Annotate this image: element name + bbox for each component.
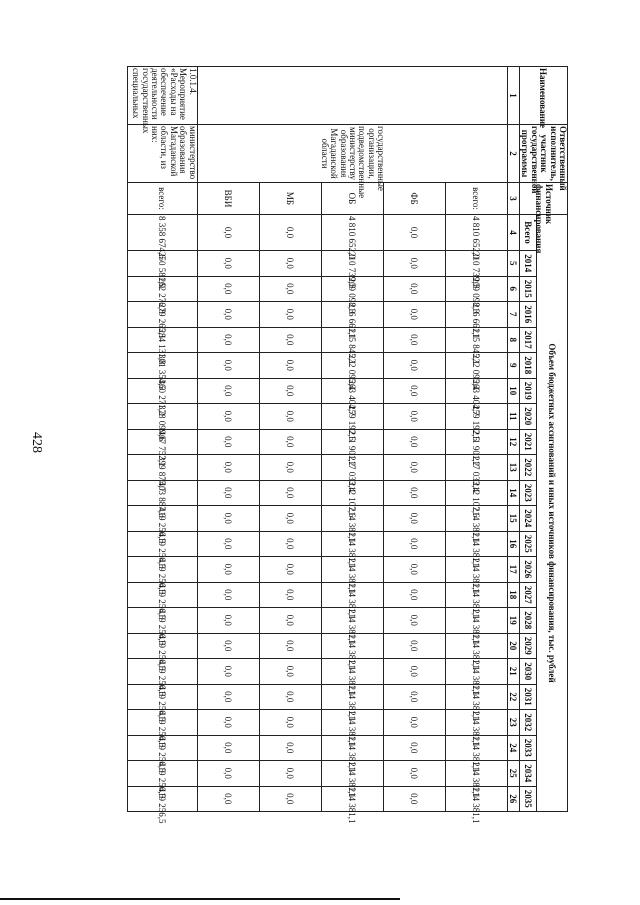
value-cell: 211 901,2 [445, 429, 507, 455]
value-cell: 214 381,1 [321, 506, 383, 532]
value-cell: 259 192,5 [445, 404, 507, 430]
value-cell: 0,0 [259, 302, 321, 328]
value-cell: 0,0 [383, 429, 445, 455]
value-cell: 0,0 [197, 659, 259, 685]
year-header: 2021 [519, 429, 537, 455]
table-row [445, 67, 507, 812]
year-header: 2025 [519, 531, 537, 557]
value-cell: 214 381,1 [321, 710, 383, 736]
value-cell: 0,0 [259, 276, 321, 302]
value-cell: 214 381,1 [445, 684, 507, 710]
responsible-cell: министерство образования Магаданской области, из них: [127, 125, 197, 183]
value-cell: 0,0 [383, 378, 445, 404]
value-cell: 250 581,9 [127, 251, 197, 277]
value-cell: 0,0 [197, 506, 259, 532]
value-cell: 216 661,1 [445, 302, 507, 328]
value-cell: 0,0 [259, 404, 321, 430]
value-cell: 0,0 [383, 353, 445, 379]
value-cell: 0,0 [197, 480, 259, 506]
column-number: 5 [507, 251, 519, 277]
value-cell: 419 256,5 [127, 557, 197, 583]
value-cell: 0,0 [259, 659, 321, 685]
value-cell: 0,0 [259, 761, 321, 787]
value-cell: 0,0 [383, 710, 445, 736]
source-cell: ФБ [383, 183, 445, 215]
value-cell: 0,0 [259, 557, 321, 583]
value-cell: 0,0 [197, 276, 259, 302]
value-cell: 0,0 [197, 761, 259, 787]
value-cell: 212 107,6 [321, 480, 383, 506]
value-cell: 419 256,5 [127, 633, 197, 659]
value-cell: 0,0 [259, 710, 321, 736]
value-cell: 0,0 [197, 684, 259, 710]
year-header: 2028 [519, 608, 537, 634]
value-cell: 0,0 [197, 215, 259, 251]
bottom-rule [0, 898, 400, 900]
name-cell-empty [197, 67, 507, 125]
column-number: 20 [507, 633, 519, 659]
value-cell: 419 256,5 [127, 761, 197, 787]
value-cell: 0,0 [197, 378, 259, 404]
column-number: 3 [507, 183, 519, 215]
value-cell: 214 381,1 [321, 608, 383, 634]
value-cell: 0,0 [383, 684, 445, 710]
header-row-main [537, 67, 568, 812]
value-cell: 0,0 [259, 251, 321, 277]
value-cell: 0,0 [383, 557, 445, 583]
value-cell: 0,0 [259, 506, 321, 532]
responsible-cell: государственные организации, подведомственные министерству образования Магаданской области [197, 125, 507, 183]
value-cell: 0,0 [197, 429, 259, 455]
column-number: 16 [507, 531, 519, 557]
col-responsible-header: Ответственный исполнитель, участник государственной программы [520, 126, 568, 194]
value-cell: 0,0 [197, 455, 259, 481]
value-cell: 214 381,1 [321, 735, 383, 761]
value-cell: 360 271,2 [127, 378, 197, 404]
value-cell: 214 381,1 [445, 786, 507, 812]
value-cell: 0,0 [259, 480, 321, 506]
year-header: 2014 [519, 251, 537, 277]
source-cell: ОБ [321, 183, 383, 215]
value-cell: 419 256,5 [127, 710, 197, 736]
value-cell: 284 131,8 [127, 327, 197, 353]
value-cell: 0,0 [197, 353, 259, 379]
value-cell: 0,0 [383, 480, 445, 506]
year-header: 2016 [519, 302, 537, 328]
name-cell: 1.0.1.4. Мероприятие «Расходы на обеспечение деятельности государственных специальных [127, 67, 197, 125]
column-number: 1 [507, 67, 519, 125]
col-source-header: Источник финансирования [519, 183, 567, 215]
funding-volume-header: Объем бюджетных ассигнований и иных источников финансирования, тыс. рублей [537, 215, 568, 812]
value-cell: 214 381,1 [321, 684, 383, 710]
value-cell: 222 095,4 [321, 353, 383, 379]
value-cell: 0,0 [259, 327, 321, 353]
year-header: 2015 [519, 276, 537, 302]
value-cell: 212 107,6 [445, 480, 507, 506]
column-number: 8 [507, 327, 519, 353]
value-cell: 0,0 [197, 302, 259, 328]
value-cell: 0,0 [383, 735, 445, 761]
value-cell: 0,0 [259, 633, 321, 659]
year-header: 2029 [519, 633, 537, 659]
value-cell: 214 381,1 [445, 633, 507, 659]
value-cell: 215 845,1 [445, 327, 507, 353]
value-cell: 214 381,1 [445, 659, 507, 685]
value-cell: 209 098,3 [445, 276, 507, 302]
value-cell: 407 752,1 [127, 429, 197, 455]
source-cell: ВБИ [197, 183, 259, 215]
column-number: 2 [507, 125, 519, 183]
value-cell: 214 381,1 [321, 761, 383, 787]
value-cell: 0,0 [197, 557, 259, 583]
value-cell: 0,0 [383, 506, 445, 532]
value-cell: 0,0 [383, 455, 445, 481]
value-cell: 301 354,5 [127, 353, 197, 379]
value-cell: 419 256,5 [127, 608, 197, 634]
value-cell: 0,0 [383, 215, 445, 251]
value-cell: 214 381,1 [321, 659, 383, 685]
value-cell: 399 875,7 [127, 455, 197, 481]
value-cell: 214 381,1 [445, 735, 507, 761]
value-cell: 214 381,1 [445, 531, 507, 557]
value-cell: 0,0 [197, 633, 259, 659]
column-number: 24 [507, 735, 519, 761]
value-cell: 214 381,1 [445, 710, 507, 736]
value-cell: 0,0 [383, 404, 445, 430]
value-cell: 0,0 [259, 429, 321, 455]
value-cell: 419 256,5 [127, 659, 197, 685]
value-cell: 217 033,4 [445, 455, 507, 481]
column-number: 15 [507, 506, 519, 532]
value-cell: 214 381,1 [321, 531, 383, 557]
value-cell: 214 381,1 [445, 506, 507, 532]
table-body [127, 67, 507, 824]
value-cell: 214 381,1 [321, 633, 383, 659]
year-header: 2031 [519, 684, 537, 710]
column-number: 9 [507, 353, 519, 379]
value-cell: 262 276,8 [127, 276, 197, 302]
year-header: 2026 [519, 557, 537, 583]
column-number: 12 [507, 429, 519, 455]
column-number: 7 [507, 302, 519, 328]
column-number: 11 [507, 404, 519, 430]
page-number: 428 [29, 432, 44, 453]
column-numbers-row [507, 67, 519, 812]
year-header: 2017 [519, 327, 537, 353]
year-header: 2030 [519, 659, 537, 685]
value-cell: 0,0 [383, 786, 445, 812]
year-header: 2020 [519, 404, 537, 430]
value-cell: 263 404,7 [321, 378, 383, 404]
value-cell: 4 810 652,0 [321, 215, 383, 251]
value-cell: 0,0 [259, 531, 321, 557]
value-cell: 0,0 [383, 276, 445, 302]
value-cell: 4 810 652,0 [445, 215, 507, 251]
value-cell: 419 256,5 [127, 684, 197, 710]
value-cell: 403 887,6 [127, 480, 197, 506]
value-cell: 378 099,6 [127, 404, 197, 430]
value-cell: 0,0 [197, 251, 259, 277]
column-number: 23 [507, 710, 519, 736]
budget-table [127, 66, 568, 824]
value-cell: 0,0 [197, 582, 259, 608]
value-cell: 0,0 [259, 582, 321, 608]
value-cell: 419 256,5 [127, 582, 197, 608]
value-cell: 210 739,5 [321, 251, 383, 277]
rotated-table-wrapper [131, 66, 568, 824]
value-cell: 0,0 [259, 684, 321, 710]
value-cell: 0,0 [383, 327, 445, 353]
value-cell: 214 381,1 [321, 786, 383, 812]
value-cell: 0,0 [259, 378, 321, 404]
column-number: 25 [507, 761, 519, 787]
column-number: 19 [507, 608, 519, 634]
column-number: 22 [507, 684, 519, 710]
value-cell: 419 256,5 [127, 531, 197, 557]
value-cell: 0,0 [259, 353, 321, 379]
year-header: 2024 [519, 506, 537, 532]
value-cell: 8 358 674,6 [127, 215, 197, 251]
value-cell: 0,0 [197, 531, 259, 557]
column-number: 21 [507, 659, 519, 685]
value-cell: 279 265,1 [127, 302, 197, 328]
value-cell: 0,0 [383, 761, 445, 787]
column-number: 6 [507, 276, 519, 302]
column-number: 10 [507, 378, 519, 404]
value-cell: 259 192,5 [321, 404, 383, 430]
value-cell: 0,0 [259, 215, 321, 251]
column-number: 18 [507, 582, 519, 608]
column-number: 4 [507, 215, 519, 251]
value-cell: 263 404,7 [445, 378, 507, 404]
value-cell: 210 739,5 [445, 251, 507, 277]
value-cell: 419 256,5 [127, 735, 197, 761]
value-cell: 0,0 [383, 582, 445, 608]
source-cell: всего: [127, 183, 197, 215]
value-cell: 0,0 [383, 608, 445, 634]
value-cell: 419 256,5 [127, 506, 197, 532]
value-cell: 0,0 [197, 786, 259, 812]
value-cell: 0,0 [259, 735, 321, 761]
value-cell: 0,0 [383, 302, 445, 328]
column-number: 14 [507, 480, 519, 506]
col-name-header: Наименование [519, 67, 567, 125]
value-cell: 0,0 [197, 710, 259, 736]
value-cell: 215 845,1 [321, 327, 383, 353]
year-header: 2027 [519, 582, 537, 608]
year-header: 2023 [519, 480, 537, 506]
year-header: Всего [519, 215, 537, 251]
column-number: 13 [507, 455, 519, 481]
value-cell: 0,0 [383, 659, 445, 685]
year-header: 2018 [519, 353, 537, 379]
value-cell: 214 381,1 [321, 557, 383, 583]
value-cell: 0,0 [259, 455, 321, 481]
table-row [127, 67, 197, 812]
value-cell: 0,0 [197, 327, 259, 353]
year-header: 2034 [519, 761, 537, 787]
value-cell: 222 095,4 [445, 353, 507, 379]
year-header: 2033 [519, 735, 537, 761]
value-cell: 0,0 [259, 786, 321, 812]
year-header: 2019 [519, 378, 537, 404]
source-cell: МБ [259, 183, 321, 215]
value-cell: 214 381,1 [321, 582, 383, 608]
column-number: 26 [507, 786, 519, 812]
value-cell: 0,0 [197, 404, 259, 430]
value-cell: 217 033,4 [321, 455, 383, 481]
value-cell: 209 098,3 [321, 276, 383, 302]
source-cell: всего: [445, 183, 507, 215]
value-cell: 0,0 [383, 251, 445, 277]
year-header: 2035 [519, 786, 537, 812]
value-cell: 214 381,1 [445, 608, 507, 634]
value-cell: 0,0 [259, 608, 321, 634]
value-cell: 214 381,1 [445, 761, 507, 787]
value-cell: 0,0 [197, 735, 259, 761]
value-cell: 0,0 [197, 608, 259, 634]
value-cell: 419 256,5 [127, 786, 197, 812]
year-header: 2022 [519, 455, 537, 481]
value-cell: 0,0 [383, 633, 445, 659]
value-cell: 216 661,1 [321, 302, 383, 328]
value-cell: 211 901,2 [321, 429, 383, 455]
column-number: 17 [507, 557, 519, 583]
value-cell: 214 381,1 [445, 582, 507, 608]
value-cell: 0,0 [383, 531, 445, 557]
value-cell: 214 381,1 [445, 557, 507, 583]
year-header: 2032 [519, 710, 537, 736]
